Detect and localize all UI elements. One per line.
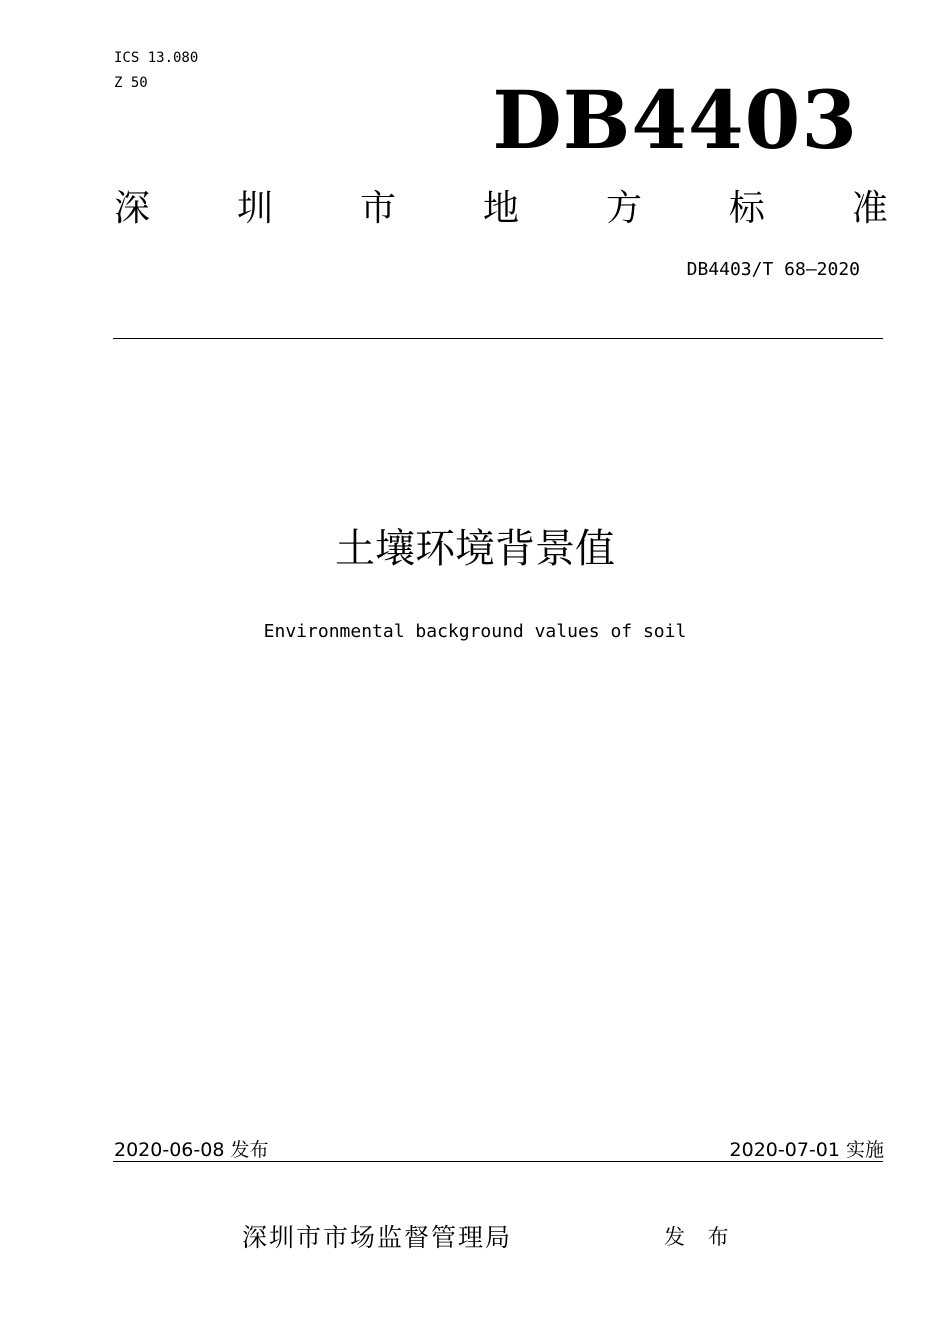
standard-logo: DB4403 — [492, 73, 858, 167]
bottom-divider — [113, 1161, 883, 1162]
standard-type-char: 方 — [605, 188, 642, 229]
document-title-zh: 土壤环境背景值 — [335, 526, 615, 572]
standard-type-char: 准 — [851, 188, 888, 229]
publish-label: 发 布 — [664, 1225, 737, 1249]
standard-type-char: 市 — [359, 188, 396, 229]
standard-number: DB4403/T 68—2020 — [686, 259, 860, 280]
issuing-authority: 深圳市市场监督管理局 — [242, 1223, 513, 1252]
standard-type-char: 地 — [482, 188, 519, 229]
ccs-code: Z 50 — [114, 75, 148, 91]
standard-type-char: 标 — [728, 188, 765, 229]
top-divider — [113, 338, 883, 339]
document-title-en: Environmental background values of soil — [263, 621, 687, 642]
issue-date: 2020-06-08 发布 — [114, 1139, 269, 1161]
standard-type-char: 圳 — [236, 188, 273, 229]
standard-type-char: 深 — [114, 188, 151, 229]
standard-type-heading — [114, 186, 888, 232]
effective-date: 2020-07-01 实施 — [729, 1139, 884, 1161]
ics-code: ICS 13.080 — [114, 50, 199, 66]
